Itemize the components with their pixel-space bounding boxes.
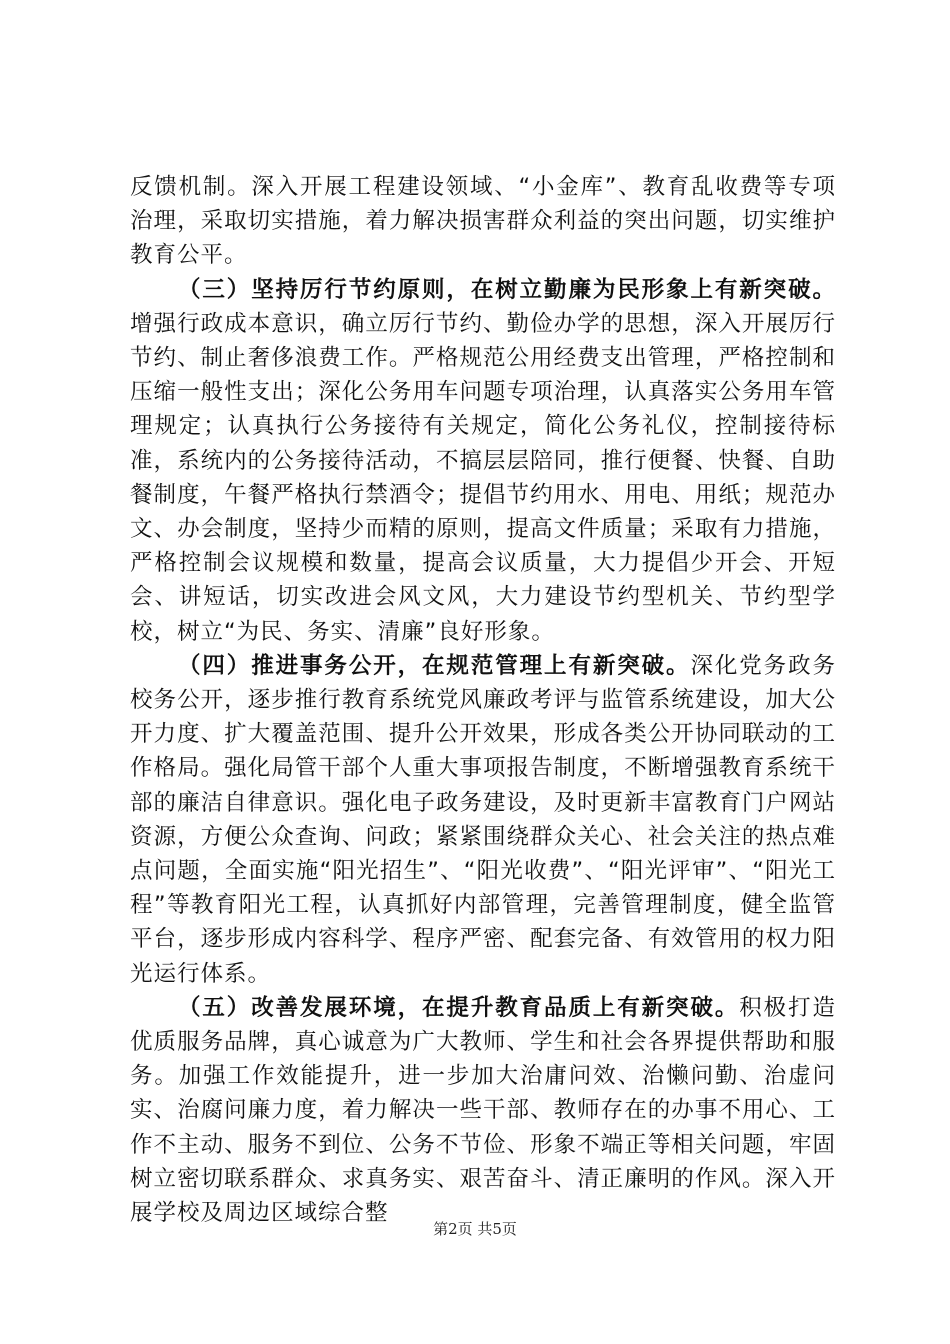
paragraph-2 [130, 273, 836, 649]
page-number-footer: 第2页 共5页 [433, 1220, 517, 1238]
paragraph-1-text: 反馈机制。深入开展工程建设领域、“小金库”、教育乱收费等专项治理，采取切实措施，着力解决损害群众利益的突出问题，切实维护教育公平。 [130, 174, 836, 269]
paragraph-4 [130, 991, 836, 1230]
section-5-text: 积极打造优质服务品牌，真心诚意为广大教师、学生和社会各界提供帮助和服务。加强工作效能提升，进一步加大治庸问效、治懒问勤、治虚问实、治腐问廉力度，着力解决一些干部、教师存在的办事不用心、工作不主动、服务不到位、公务不节俭、形象不端正等相关问题，牢固树立密切联系群众、求真务实、艰苦奋斗、清正廉明的作风。深入开展学校及周边区域综合整 [130, 994, 836, 1227]
section-4-text: 深化党务政务校务公开，逐步推行教育系统党风廉政考评与监管系统建设，加大公开力度、扩大覆盖范围、提升公开效果，形成各类公开协同联动的工作格局。强化局管干部个人重大事项报告制度，不断增强教育系统干部的廉洁自律意识。强化电子政务建设，及时更新丰富教育门户网站资源，方便公众查询、问政；紧紧围绕群众关心、社会关注的热点难点问题，全面实施“阳光招生”、“阳光收费”、“阳光评审”、“阳光工程”等教育阳光工程，认真抓好内部管理，完善管理制度，健全监管平台，逐步形成内容科学、程序严密、配套完备、有效管用的权力阳光运行体系。 [130, 652, 836, 987]
paragraph-1 [130, 170, 836, 273]
body-text [130, 170, 836, 1230]
section-5-heading: （五）改善发展环境，在提升教育品质上有新突破。 [178, 994, 740, 1021]
section-4-heading: （四）推进事务公开，在规范管理上有新突破。 [178, 652, 691, 679]
section-3-heading: （三）坚持厉行节约原则，在树立勤廉为民形象上有新突破。 [178, 276, 836, 303]
paragraph-3 [130, 649, 836, 991]
section-3-text: 增强行政成本意识，确立厉行节约、勤俭办学的思想，深入开展厉行节约、制止奢侈浪费工作。严格规范公用经费支出管理，严格控制和压缩一般性支出；深化公务用车问题专项治理，认真落实公务用车管理规定；认真执行公务接待有关规定，简化公务礼仪，控制接待标准，系统内的公务接待活动，不搞层层陪同，推行便餐、快餐、自助餐制度，午餐严格执行禁酒令；提倡节约用水、用电、用纸；规范办文、办会制度，坚持少而精的原则，提高文件质量；采取有力措施，严格控制会议规模和数量，提高会议质量，大力提倡少开会、开短会、讲短话，切实改进会风文风，大力建设节约型机关、节约型学校，树立“为民、务实、清廉”良好形象。 [130, 310, 836, 645]
